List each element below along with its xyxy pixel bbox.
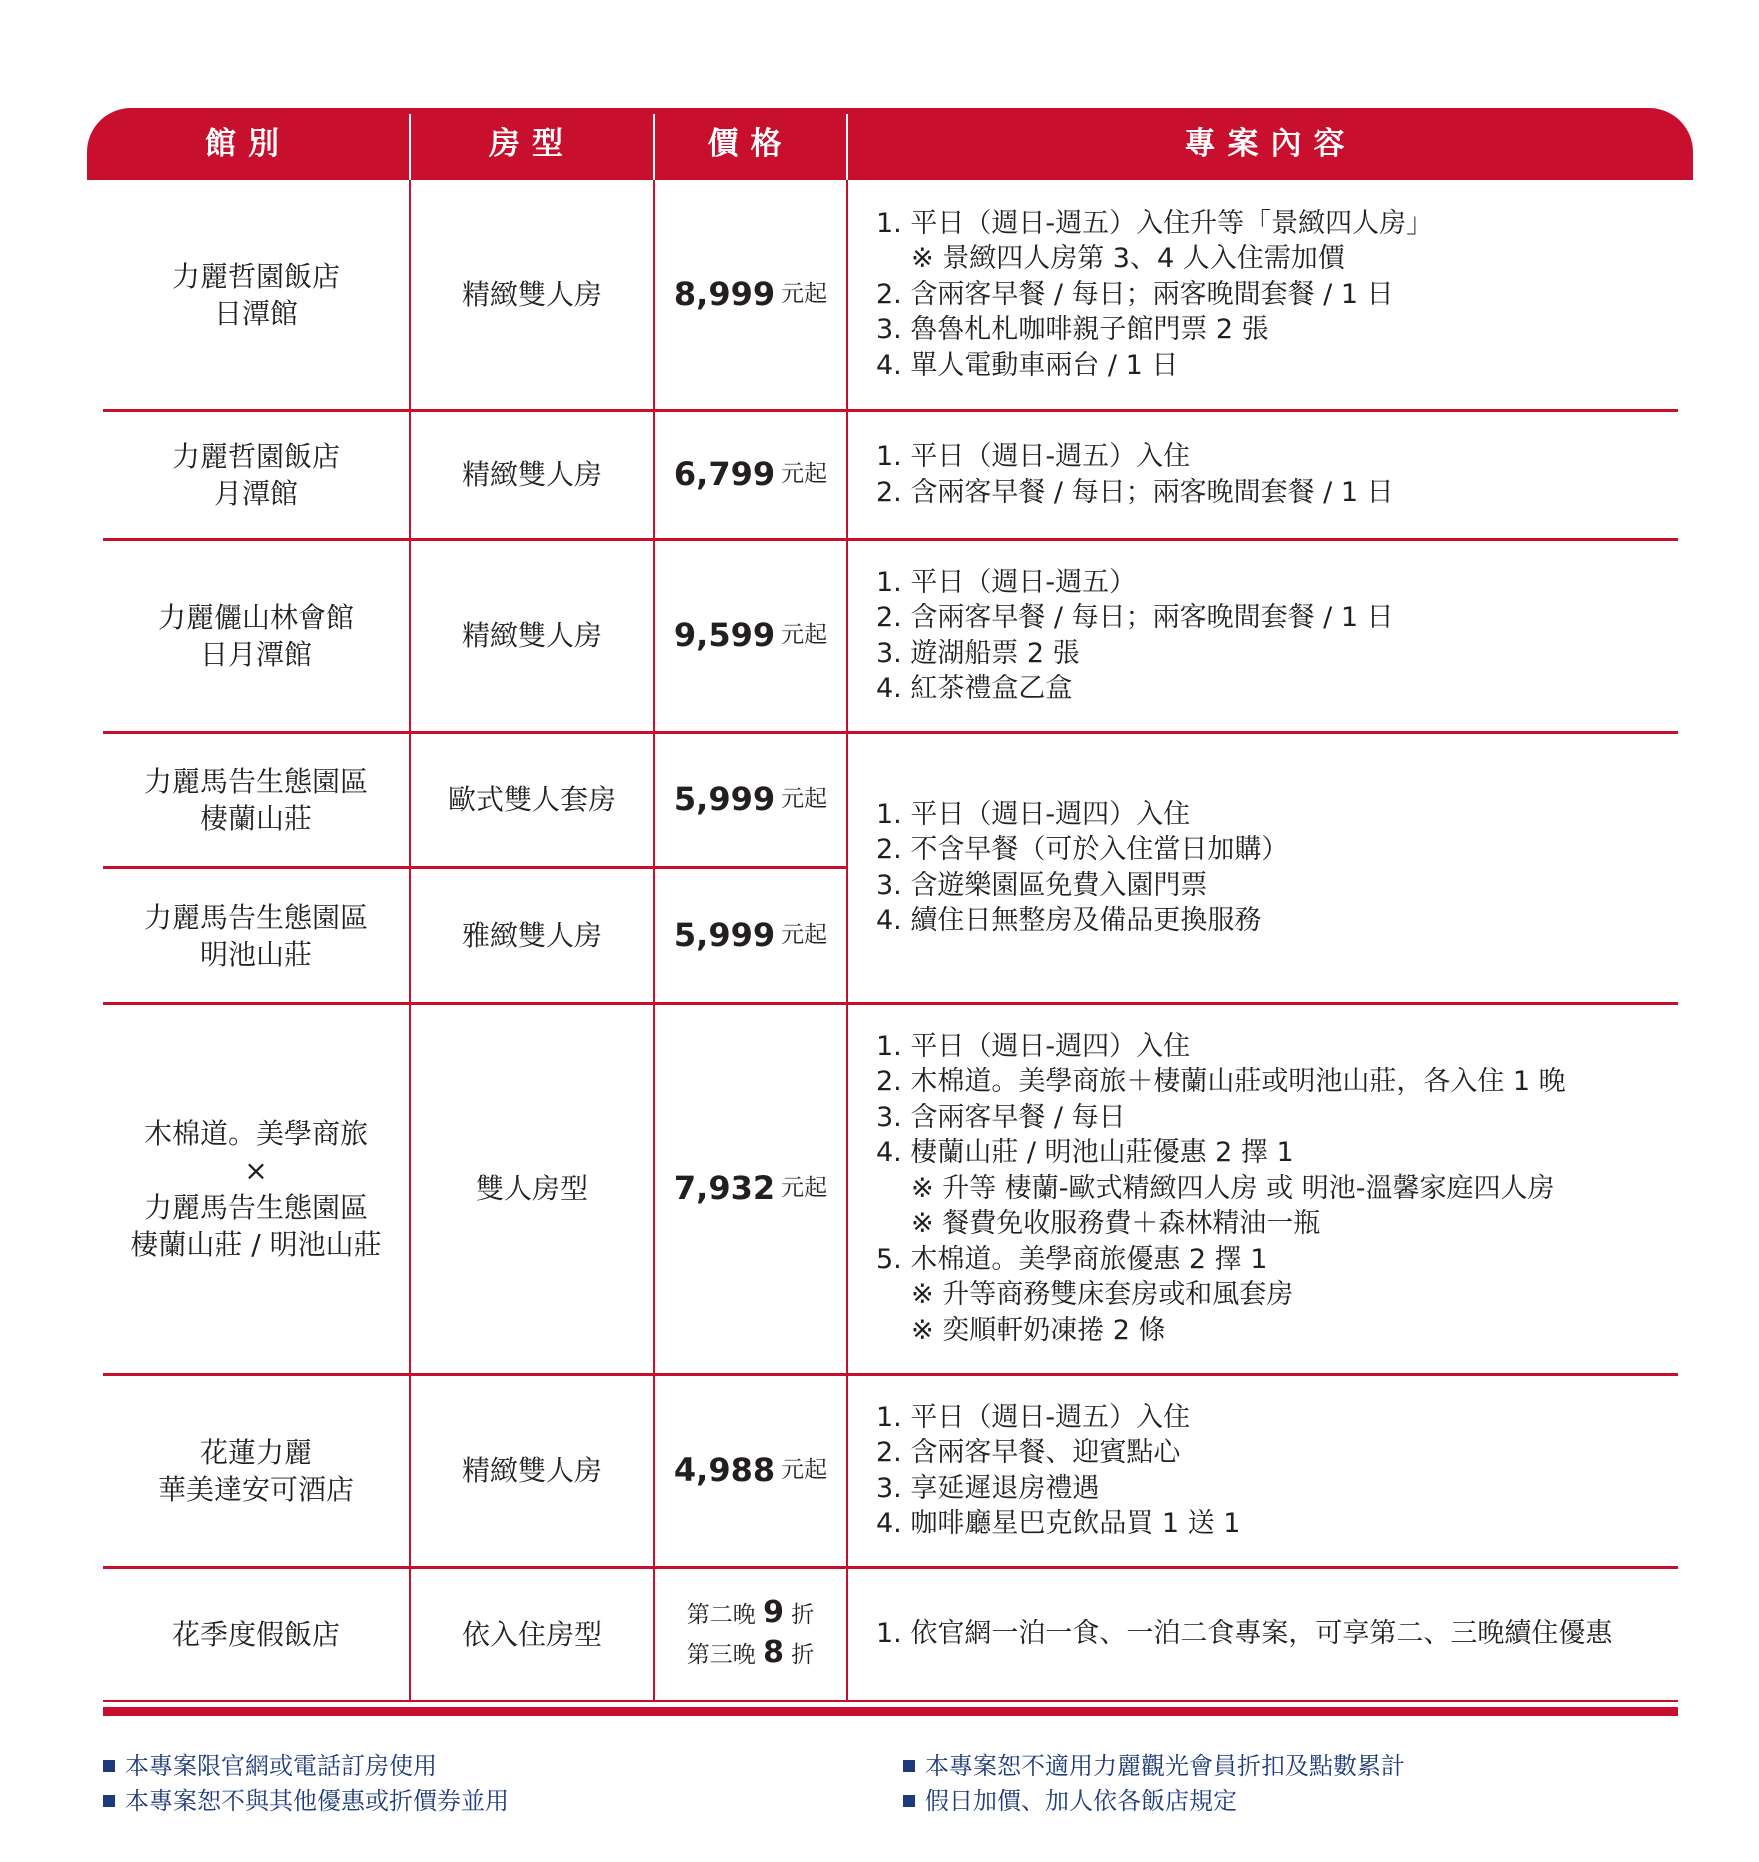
- price-cell: 6,799 元起: [673, 455, 828, 493]
- content-cell: 1. 平日（週日-週五）入住升等「景緻四人房」 ※ 景緻四人房第 3、4 人入住需加價 2. 含兩客早餐 / 每日；兩客晚間套餐 / 1 日 3. 魯魯札札咖啡親子館門票 2 張 4. 單人電動車兩台 / 1 日: [876, 207, 1434, 381]
- square-bullet-icon: [903, 1795, 915, 1807]
- header-hotel: 館別: [205, 126, 291, 162]
- price-cell: 8,999 元起: [673, 275, 828, 313]
- hotel-cell: 力麗哲園飯店 月潭館: [171, 439, 340, 510]
- hotel-cell: 力麗哲園飯店 日潭館: [171, 259, 340, 330]
- room-type-cell: 雅緻雙人房: [461, 919, 602, 952]
- price-cell: 5,999 元起: [673, 780, 828, 818]
- table-bottom-line: [103, 1700, 1678, 1702]
- content-cell: 1. 依官網一泊一食、一泊二食專案，可享第二、三晚續住優惠: [876, 1618, 1613, 1650]
- room-type-cell: 精緻雙人房: [461, 278, 602, 311]
- square-bullet-icon: [103, 1795, 115, 1807]
- hotel-cell: 花蓮力麗 華美達安可酒店: [157, 1435, 354, 1506]
- room-type-cell: 歐式雙人套房: [447, 783, 616, 816]
- content-cell: 1. 平日（週日-週四）入住 2. 不含早餐（可於入住當日加購） 3. 含遊樂園區免費入園門票 4. 續住日無整房及備品更換服務: [876, 798, 1289, 936]
- room-type-cell: 精緻雙人房: [461, 1454, 602, 1487]
- square-bullet-icon: [903, 1760, 915, 1772]
- hotel-cell: 花季度假飯店: [171, 1617, 340, 1651]
- room-type-cell: 精緻雙人房: [461, 619, 602, 652]
- content-cell: 1. 平日（週日-週五）入住 2. 含兩客早餐、迎賓點心 3. 享延遲退房禮遇 4. 咖啡廳星巴克飲品買 1 送 1: [876, 1401, 1241, 1539]
- room-type-cell: 精緻雙人房: [461, 458, 602, 491]
- content-cell: 1. 平日（週日-週五）入住 2. 含兩客早餐 / 每日；兩客晚間套餐 / 1 日: [876, 441, 1394, 508]
- price-cell: 9,599 元起: [673, 616, 828, 654]
- footnote: 假日加價、加人依各飯店規定: [903, 1781, 1237, 1816]
- price-cell: 7,932 元起: [673, 1169, 828, 1207]
- hotel-cell: 力麗馬告生態園區 明池山莊: [143, 900, 368, 971]
- table-bottom-bar: [103, 1707, 1678, 1716]
- room-type-cell: 雙人房型: [475, 1172, 588, 1205]
- room-type-cell: 依入住房型: [461, 1617, 602, 1651]
- table-header: [87, 108, 1693, 180]
- hotel-cell: 木棉道。美學商旅 × 力麗馬告生態園區 棲蘭山莊 / 明池山莊: [130, 1116, 382, 1261]
- content-cell: 1. 平日（週日-週四）入住 2. 木棉道。美學商旅＋棲蘭山莊或明池山莊，各入住 1 晚 3. 含兩客早餐 / 每日 4. 棲蘭山莊 / 明池山莊優惠 2 擇 1 ※ 升等 棲蘭-歐式精緻四人房 或 明池-溫馨家庭四人房 ※ 餐費免收服務費＋森林精油一瓶 5. 木棉道。美學商旅優惠 2 擇 1 ※ 升等商務雙床套房或和風套房 ※ 奕順軒奶凍捲 2 條: [876, 1030, 1566, 1346]
- square-bullet-icon: [103, 1760, 115, 1772]
- footnote: 本專案恕不適用力麗觀光會員折扣及點數累計: [903, 1746, 1405, 1781]
- price-cell: 第二晚 9 折 第三晚 8 折: [686, 1595, 815, 1670]
- footnote: 本專案恕不與其他優惠或折價券並用: [103, 1781, 509, 1816]
- content-cell: 1. 平日（週日-週五） 2. 含兩客早餐 / 每日；兩客晚間套餐 / 1 日 3. 遊湖船票 2 張 4. 紅茶禮盒乙盒: [876, 566, 1394, 704]
- price-cell: 4,988 元起: [673, 1451, 828, 1489]
- header-room: 房型: [489, 126, 575, 162]
- header-content: 專案內容: [1184, 126, 1357, 162]
- price-cell: 5,999 元起: [673, 916, 828, 954]
- footnote: 本專案限官網或電話訂房使用: [103, 1746, 437, 1781]
- header-price: 價格: [707, 126, 794, 162]
- hotel-cell: 力麗馬告生態園區 棲蘭山莊: [143, 764, 368, 835]
- hotel-cell: 力麗儷山林會館 日月潭館: [157, 600, 354, 671]
